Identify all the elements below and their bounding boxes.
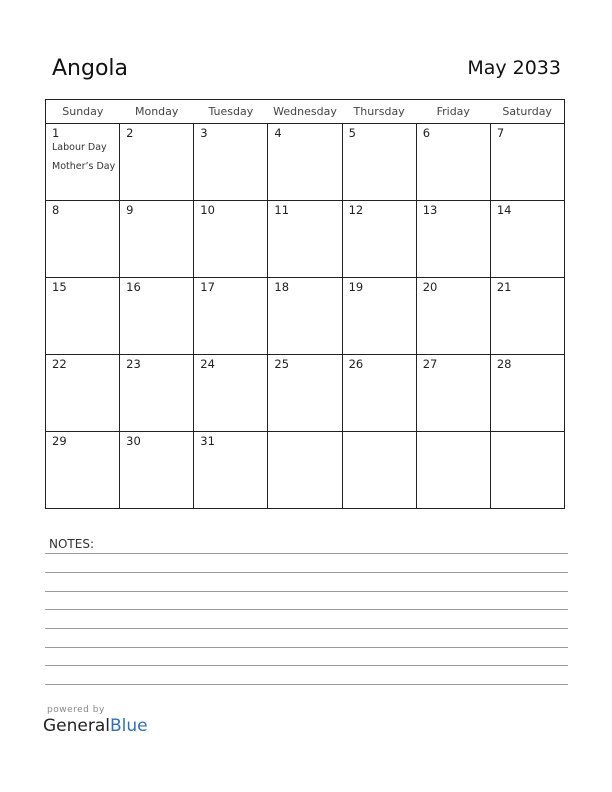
- day-cell: [120, 432, 194, 509]
- day-number: 10: [200, 203, 215, 217]
- day-cell: [46, 124, 120, 201]
- day-number: 30: [126, 434, 141, 448]
- day-number: 1: [52, 126, 60, 140]
- day-number: 15: [52, 280, 67, 294]
- day-number: 27: [422, 357, 438, 371]
- day-cell: [46, 432, 120, 509]
- day-cell: [416, 201, 490, 278]
- day-number: 5: [348, 126, 356, 140]
- day-cell: [342, 124, 416, 201]
- notes-label: NOTES:: [49, 537, 94, 551]
- day-cell: [46, 278, 120, 355]
- day-number: 20: [422, 280, 438, 294]
- day-number: 23: [126, 357, 141, 371]
- day-number: 13: [422, 203, 438, 217]
- day-cell: [416, 355, 490, 432]
- brand-general-text: General: [43, 716, 110, 736]
- day-number: [417, 432, 490, 434]
- calendar-body: [46, 124, 565, 509]
- day-cell: [194, 355, 268, 432]
- day-cell: [490, 124, 564, 201]
- day-cell: [490, 278, 564, 355]
- day-cell: [46, 201, 120, 278]
- weekday-header: Monday: [120, 100, 194, 124]
- week-row: [46, 432, 565, 509]
- weekday-header: Sunday: [46, 100, 120, 124]
- month-year-title: May 2033: [467, 57, 561, 79]
- day-events: [46, 140, 119, 173]
- day-number: 9: [126, 203, 134, 217]
- day-number: 24: [200, 357, 215, 371]
- day-number: 19: [348, 280, 364, 294]
- day-cell: [490, 355, 564, 432]
- day-number: 17: [200, 280, 215, 294]
- note-line: [45, 628, 568, 629]
- day-number: 26: [348, 357, 364, 371]
- day-cell: [490, 432, 564, 509]
- day-cell: [342, 355, 416, 432]
- day-cell: [416, 432, 490, 509]
- day-number: 8: [52, 203, 60, 217]
- note-line: [45, 647, 568, 648]
- note-line: [45, 665, 568, 666]
- note-line: [45, 572, 568, 573]
- day-cell: [120, 355, 194, 432]
- day-cell: [268, 124, 342, 201]
- day-number: 11: [274, 203, 290, 217]
- day-cell: [268, 278, 342, 355]
- weekday-header: Saturday: [490, 100, 564, 124]
- day-number: 21: [496, 280, 512, 294]
- powered-by-text: powered by: [47, 705, 105, 715]
- day-cell: [342, 278, 416, 355]
- country-title: Angola: [52, 56, 129, 81]
- day-cell: [194, 278, 268, 355]
- weekday-header: Friday: [416, 100, 490, 124]
- day-cell: [416, 124, 490, 201]
- week-row: [46, 124, 565, 201]
- day-number: 22: [52, 357, 67, 371]
- holiday-label: Labour Day: [52, 142, 107, 153]
- note-line: [45, 553, 568, 554]
- note-line: [45, 684, 568, 685]
- day-number: 7: [496, 126, 505, 140]
- day-number: 28: [496, 357, 512, 371]
- day-number: [491, 432, 564, 434]
- week-row: [46, 278, 565, 355]
- day-cell: [120, 201, 194, 278]
- day-number: 6: [422, 126, 431, 140]
- day-number: 2: [126, 126, 134, 140]
- day-number: 4: [274, 126, 282, 140]
- brand-blue-text: Blue: [110, 716, 148, 736]
- day-number: 16: [126, 280, 141, 294]
- day-number: 25: [274, 357, 290, 371]
- day-cell: [120, 278, 194, 355]
- day-cell: [120, 124, 194, 201]
- day-cell: [342, 201, 416, 278]
- weekday-header: Thursday: [342, 100, 416, 124]
- week-row: [46, 201, 565, 278]
- day-number: [343, 432, 416, 434]
- day-number: [268, 432, 341, 434]
- weekday-header: Wednesday: [268, 100, 342, 124]
- calendar-grid: [45, 99, 565, 509]
- day-cell: [46, 355, 120, 432]
- holiday-label: Mother’s Day: [52, 161, 116, 172]
- weekday-header-row: [46, 100, 565, 124]
- note-line: [45, 591, 568, 592]
- note-line: [45, 609, 568, 610]
- day-cell: [268, 201, 342, 278]
- day-number: 12: [348, 203, 364, 217]
- day-number: 29: [52, 434, 67, 448]
- day-cell: [268, 355, 342, 432]
- day-number: 3: [200, 126, 208, 140]
- week-row: [46, 355, 565, 432]
- day-number: 18: [274, 280, 290, 294]
- day-cell: [268, 432, 342, 509]
- brand-logo: [43, 716, 148, 736]
- day-number: 14: [496, 203, 512, 217]
- day-cell: [194, 124, 268, 201]
- day-cell: [416, 278, 490, 355]
- day-cell: [194, 201, 268, 278]
- weekday-header: Tuesday: [194, 100, 268, 124]
- day-number: 31: [200, 434, 215, 448]
- day-cell: [194, 432, 268, 509]
- day-cell: [490, 201, 564, 278]
- day-cell: [342, 432, 416, 509]
